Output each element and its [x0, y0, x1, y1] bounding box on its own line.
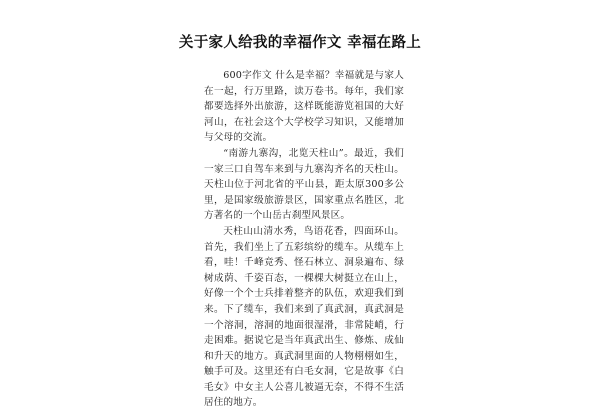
article-paragraph: 天柱山山清水秀，鸟语花香，四面环山。首先，我们坐上了五彩缤纷的缆车。从缆车上看，哇！千峰竞秀、怪石林立、洞泉遍布、绿树成荫、千姿百态，一棵棵大树挺立在山上，好像一个个士兵排着整齐的队伍，欢迎我们到来。下了缆车，我们来到了真武洞，真武洞是一个溶洞，溶洞的地面很湿滑，非常陡峭，行走困难。据说它是当年真武出生、修炼、成仙和升天的地方。真武洞里面的人物栩栩如生，触手可及。这里还有白毛女洞，它是故事《白毛女》中女主人公喜儿被逼无奈，不得不生活居住的地方。: [204, 225, 404, 409]
article-body: [204, 68, 404, 411]
article-paragraph: 600字作文 什么是幸福？幸福就是与家人在一起，行万里路，读万卷书。每年，我们家都要选择外出旅游，这样既能游览祖国的大好河山，在社会这个大学校学习知识，又能增加与父母的交流。: [204, 70, 404, 144]
article-paragraph: “南游九寨沟，北览天柱山”。最近，我们一家三口自驾车来到与九寨沟齐名的天柱山。天柱山位于河北省的平山县，距太原300多公里，是国家级旅游景区，国家重点名胜区，北方著名的一个山岳古刹型风景区。: [204, 147, 404, 222]
article-title: 关于家人给我的幸福作文 幸福在路上: [178, 35, 422, 51]
